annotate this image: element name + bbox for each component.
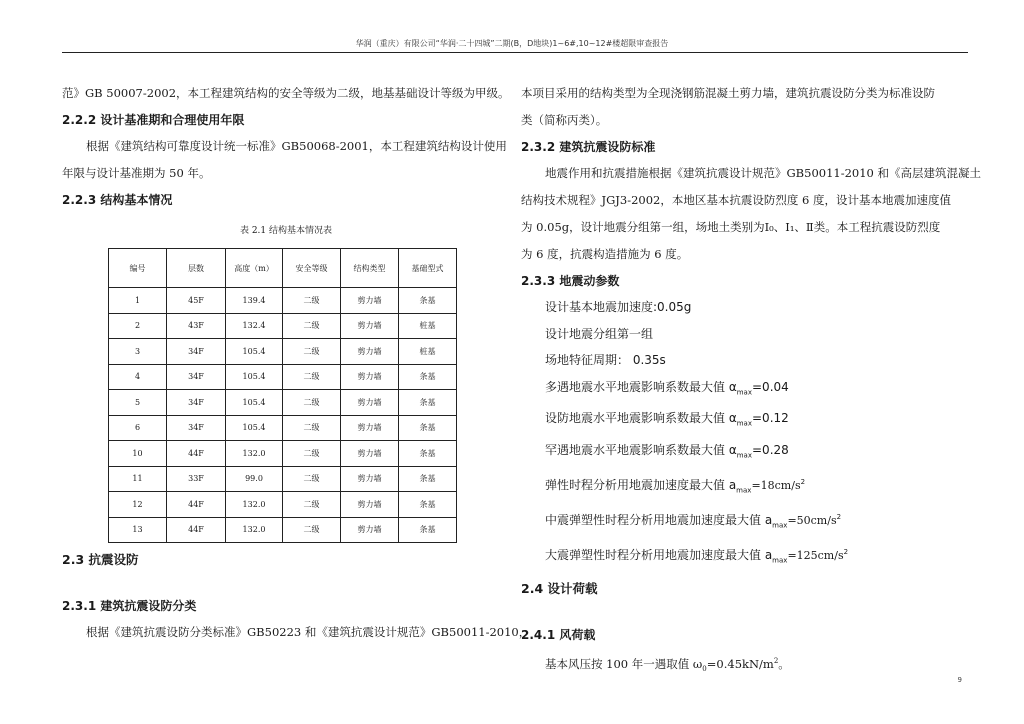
wind-pressure-line [521, 648, 969, 683]
list-item [521, 539, 969, 574]
table-cell: 二级 [283, 492, 341, 518]
paragraph-seismic-standard-2: 结构技术规程》JGJ3-2002，本地区基本抗震设防烈度 6 度，设计基本地震加速度值 [521, 193, 951, 207]
list-item-value: =0.12 [752, 411, 789, 426]
subscript-max: max [772, 556, 788, 565]
structure-table [108, 248, 457, 543]
table-cell: 条基 [399, 288, 457, 314]
table-cell: 剪力墙 [341, 339, 399, 365]
table-cell: 剪力墙 [341, 492, 399, 518]
table-cell: 3 [109, 339, 167, 365]
list-item-value: =18cm/s [751, 479, 801, 493]
list-item [521, 469, 969, 504]
table-cell: 132.0 [226, 492, 283, 518]
table-header-cell: 高度（m） [226, 249, 283, 288]
superscript-2: 2 [800, 478, 806, 487]
superscript-2: 2 [836, 513, 842, 522]
subscript-max: max [772, 521, 788, 530]
heading-2-4-1: 2.4.1 风荷载 [521, 627, 596, 642]
table-cell: 二级 [283, 517, 341, 543]
table-row [109, 390, 457, 416]
table-header-cell: 层数 [167, 249, 226, 288]
table-cell: 132.4 [226, 313, 283, 339]
table-cell: 剪力墙 [341, 415, 399, 441]
table-cell: 剪力墙 [341, 466, 399, 492]
table-cell: 13 [109, 517, 167, 543]
list-item: 设计基本地震加速度:0.05g [545, 300, 692, 314]
table-cell: 桩基 [399, 339, 457, 365]
list-item [521, 437, 969, 469]
paragraph-seismic-standard-3: 为 0.05g，设计地震分组第一组，场地土类别为Ⅰ₀、Ⅰ₁、Ⅱ类。本工程抗震设防烈度 [521, 220, 941, 234]
table-row [109, 492, 457, 518]
table-cell: 99.0 [226, 466, 283, 492]
list-item-label: 弹性时程分析用地震加速度最大值 a [545, 478, 737, 493]
paragraph-continuation: 范》GB 50007-2002，本工程建筑结构的安全等级为二级，地基基础设计等级为甲级。 [62, 86, 510, 100]
table-cell: 2 [109, 313, 167, 339]
heading-2-3-3: 2.3.3 地震动参数 [521, 274, 620, 288]
table-cell: 34F [167, 364, 226, 390]
left-column [62, 80, 531, 646]
table-row [109, 517, 457, 543]
list-item [521, 374, 969, 406]
table-cell: 二级 [283, 441, 341, 467]
table-body [109, 288, 457, 543]
table-cell: 105.4 [226, 415, 283, 441]
heading-2-2-2: 2.2.2 设计基准期和合理使用年限 [62, 113, 245, 127]
heading-2-4: 2.4 设计荷载 [521, 580, 598, 596]
list-item-value: =125cm/s [787, 548, 844, 562]
table-cell: 剪力墙 [341, 441, 399, 467]
table-cell: 条基 [399, 415, 457, 441]
list-item-label: 中震弹塑性时程分析用地震加速度最大值 a [545, 513, 773, 528]
table-cell: 二级 [283, 288, 341, 314]
table-header-cell: 安全等级 [283, 249, 341, 288]
table-cell: 1 [109, 288, 167, 314]
list-item [521, 405, 969, 437]
heading-2-3: 2.3 抗震设防 [62, 552, 139, 567]
table-cell: 11 [109, 466, 167, 492]
table-cell: 二级 [283, 313, 341, 339]
header-rule [62, 52, 968, 53]
table-cell: 条基 [399, 364, 457, 390]
table-cell: 6 [109, 415, 167, 441]
table-cell: 条基 [399, 492, 457, 518]
paragraph-design-period-2: 年限与设计基准期为 50 年。 [62, 166, 211, 180]
list-item-label: 多遇地震水平地震影响系数最大值 α [545, 379, 737, 394]
table-cell: 33F [167, 466, 226, 492]
heading-2-3-2: 2.3.2 建筑抗震设防标准 [521, 140, 656, 154]
table-caption: 表 2.1 结构基本情况表 [239, 226, 333, 236]
table-cell: 剪力墙 [341, 517, 399, 543]
table-cell: 10 [109, 441, 167, 467]
list-item [521, 504, 969, 539]
paragraph-seismic-class: 根据《建筑抗震设防分类标准》GB50223 和《建筑抗震设计规范》GB50011-2010， [86, 625, 531, 639]
subscript-max: max [736, 451, 752, 460]
table-cell: 剪力墙 [341, 390, 399, 416]
paragraph-structure-type-1: 本项目采用的结构类型为全现浇钢筋混凝土剪力墙，建筑抗震设防分类为标准设防 [521, 86, 935, 100]
table-cell: 44F [167, 441, 226, 467]
list-item: 场地特征周期： 0.35s [545, 353, 666, 367]
right-column [521, 80, 982, 682]
table-cell: 5 [109, 390, 167, 416]
table-cell: 12 [109, 492, 167, 518]
list-item-label: 大震弹塑性时程分析用地震加速度最大值 a [545, 547, 773, 562]
page-number: 9 [957, 676, 962, 684]
table-row [109, 466, 457, 492]
paragraph-seismic-standard-4: 为 6 度，抗震构造措施为 6 度。 [521, 247, 689, 261]
table-header-cell: 结构类型 [341, 249, 399, 288]
table-cell: 条基 [399, 517, 457, 543]
paragraph-seismic-standard-1: 地震作用和抗震措施根据《建筑抗震设计规范》GB50011-2010 和《高层建筑混凝土 [545, 166, 982, 180]
subscript-0: 0 [702, 664, 707, 673]
table-cell: 条基 [399, 390, 457, 416]
table-header-cell: 编号 [109, 249, 167, 288]
heading-2-2-3: 2.2.3 结构基本情况 [62, 193, 173, 207]
table-cell: 34F [167, 415, 226, 441]
table-row [109, 364, 457, 390]
list-item-label: 罕遇地震水平地震影响系数最大值 α [545, 443, 737, 458]
table-cell: 剪力墙 [341, 313, 399, 339]
superscript-2: 2 [843, 547, 849, 556]
table-header-row [109, 249, 457, 288]
table-cell: 45F [167, 288, 226, 314]
heading-2-3-1: 2.3.1 建筑抗震设防分类 [62, 599, 197, 613]
wind-value: =0.45kN/m [706, 656, 774, 671]
table-cell: 二级 [283, 415, 341, 441]
table-row [109, 288, 457, 314]
wind-end: 。 [778, 656, 790, 671]
table-cell: 4 [109, 364, 167, 390]
table-cell: 条基 [399, 466, 457, 492]
table-cell: 44F [167, 492, 226, 518]
table-row [109, 313, 457, 339]
table-cell: 105.4 [226, 364, 283, 390]
table-cell: 二级 [283, 390, 341, 416]
table-cell: 139.4 [226, 288, 283, 314]
table-row [109, 415, 457, 441]
table-cell: 条基 [399, 441, 457, 467]
list-item-value: =0.04 [752, 379, 789, 394]
table-cell: 105.4 [226, 390, 283, 416]
list-item-label: 设防地震水平地震影响系数最大值 α [545, 411, 737, 426]
table-cell: 43F [167, 313, 226, 339]
subscript-max: max [736, 387, 752, 396]
paragraph-design-period-1: 根据《建筑结构可靠度设计统一标准》GB50068-2001，本工程建筑结构设计使用 [86, 139, 507, 153]
table-cell: 44F [167, 517, 226, 543]
paragraph-structure-type-2: 类（简称丙类）。 [521, 113, 608, 127]
table-cell: 二级 [283, 364, 341, 390]
table-cell: 34F [167, 339, 226, 365]
wind-label: 基本风压按 100 年一遇取值 ω [545, 656, 703, 671]
table-header-cell: 基础型式 [399, 249, 457, 288]
list-item-value: =0.28 [752, 443, 789, 458]
list-item: 设计地震分组第一组 [545, 326, 654, 341]
table-cell: 二级 [283, 339, 341, 365]
list-item-value: =50cm/s [787, 514, 837, 528]
table-cell: 105.4 [226, 339, 283, 365]
table-cell: 桩基 [399, 313, 457, 339]
running-header: 华润（重庆）有限公司“华润·二十四城”二期(B，D地块)1~6#,10~12#楼超限审查报告 [355, 39, 669, 48]
subscript-max: max [736, 419, 752, 428]
table-cell: 34F [167, 390, 226, 416]
subscript-max: max [736, 486, 752, 495]
table-cell: 132.0 [226, 517, 283, 543]
table-row [109, 441, 457, 467]
table-row [109, 339, 457, 365]
table-cell: 二级 [283, 466, 341, 492]
table-cell: 剪力墙 [341, 288, 399, 314]
table-cell: 132.0 [226, 441, 283, 467]
table-cell: 剪力墙 [341, 364, 399, 390]
superscript-2: 2 [773, 656, 779, 665]
